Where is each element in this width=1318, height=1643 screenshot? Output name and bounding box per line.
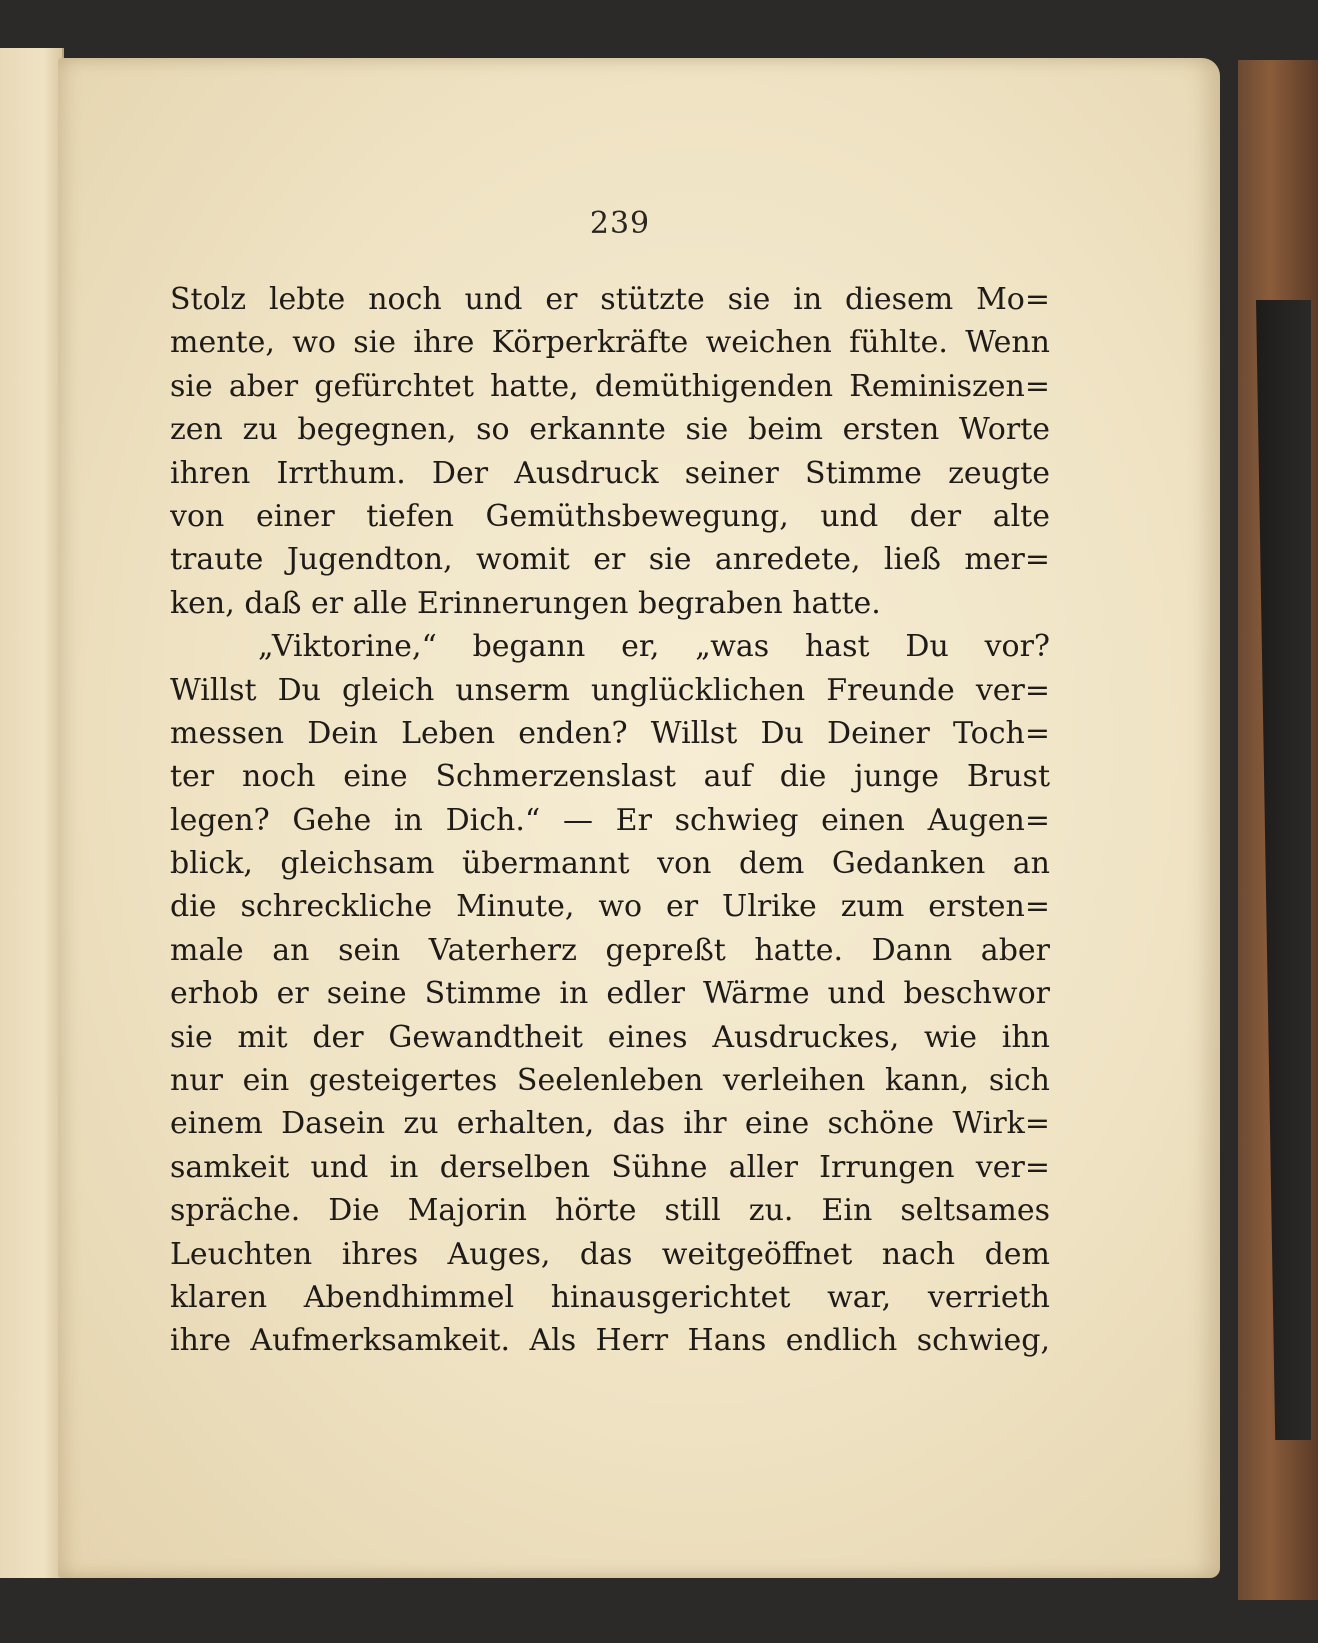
text-line: Leuchten ihres Auges, das weitgeöffnet nach dem (170, 1236, 1050, 1272)
text-line: spräche. Die Majorin hörte still zu. Ein seltsames (170, 1193, 1050, 1229)
text-line: von einer tiefen Gemüthsbewegung, und der alte (170, 498, 1050, 534)
leather-cover-edge (1238, 60, 1318, 1600)
text-line: klaren Abendhimmel hinausgerichtet war, verrieth (170, 1279, 1050, 1315)
text-line: male an sein Vaterherz gepreßt hatte. Dann aber (170, 932, 1050, 968)
text-line: zen zu begegnen, so erkannte sie beim ersten Worte (170, 412, 1050, 448)
text-line: sie mit der Gewandtheit eines Ausdruckes, wie ihn (170, 1019, 1050, 1055)
paragraph-end-line: ken, daß er alle Erinnerungen begraben hatte. (170, 585, 881, 621)
text-line: ter noch eine Schmerzenslast auf die junge Brust (170, 759, 1050, 795)
text-line: sie aber gefürchtet hatte, demüthigenden Reminiszen= (170, 368, 1050, 404)
cover-corner (1256, 300, 1311, 1440)
text-line: die schreckliche Minute, wo er Ulrike zum ersten= (170, 889, 1050, 925)
left-page-edge (0, 48, 64, 1578)
text-line: samkeit und in derselben Sühne aller Irrungen ver= (170, 1149, 1050, 1185)
text-line: Willst Du gleich unserm unglücklichen Freunde ver= (170, 672, 1050, 708)
text-line: erhob er seine Stimme in edler Wärme und beschwor (170, 976, 1050, 1012)
body-text (170, 278, 1050, 1363)
text-line: ihren Irrthum. Der Ausdruck seiner Stimme zeugte (170, 455, 1050, 491)
text-line: legen? Gehe in Dich.“ — Er schwieg einen Augen= (170, 802, 1050, 838)
text-line: traute Jugendton, womit er sie anredete, ließ mer= (170, 542, 1050, 578)
text-line: ihre Aufmerksamkeit. Als Herr Hans endlich schwieg, (170, 1323, 1050, 1359)
text-line: mente, wo sie ihre Körperkräfte weichen fühlte. Wenn (170, 325, 1050, 361)
text-line: messen Dein Leben enden? Willst Du Deiner Toch= (170, 715, 1050, 751)
text-line: nur ein gesteigertes Seelenleben verleihen kann, sich (170, 1063, 1050, 1099)
page-number: 239 (589, 206, 651, 241)
paragraph-start-line: „Viktorine,“ begann er, „was hast Du vor? (258, 629, 1050, 665)
text-line: blick, gleichsam übermannt von dem Gedanken an (170, 846, 1050, 882)
text-line: Stolz lebte noch und er stützte sie in diesem Mo= (170, 282, 1050, 317)
text-line: einem Dasein zu erhalten, das ihr eine schöne Wirk= (170, 1106, 1050, 1142)
